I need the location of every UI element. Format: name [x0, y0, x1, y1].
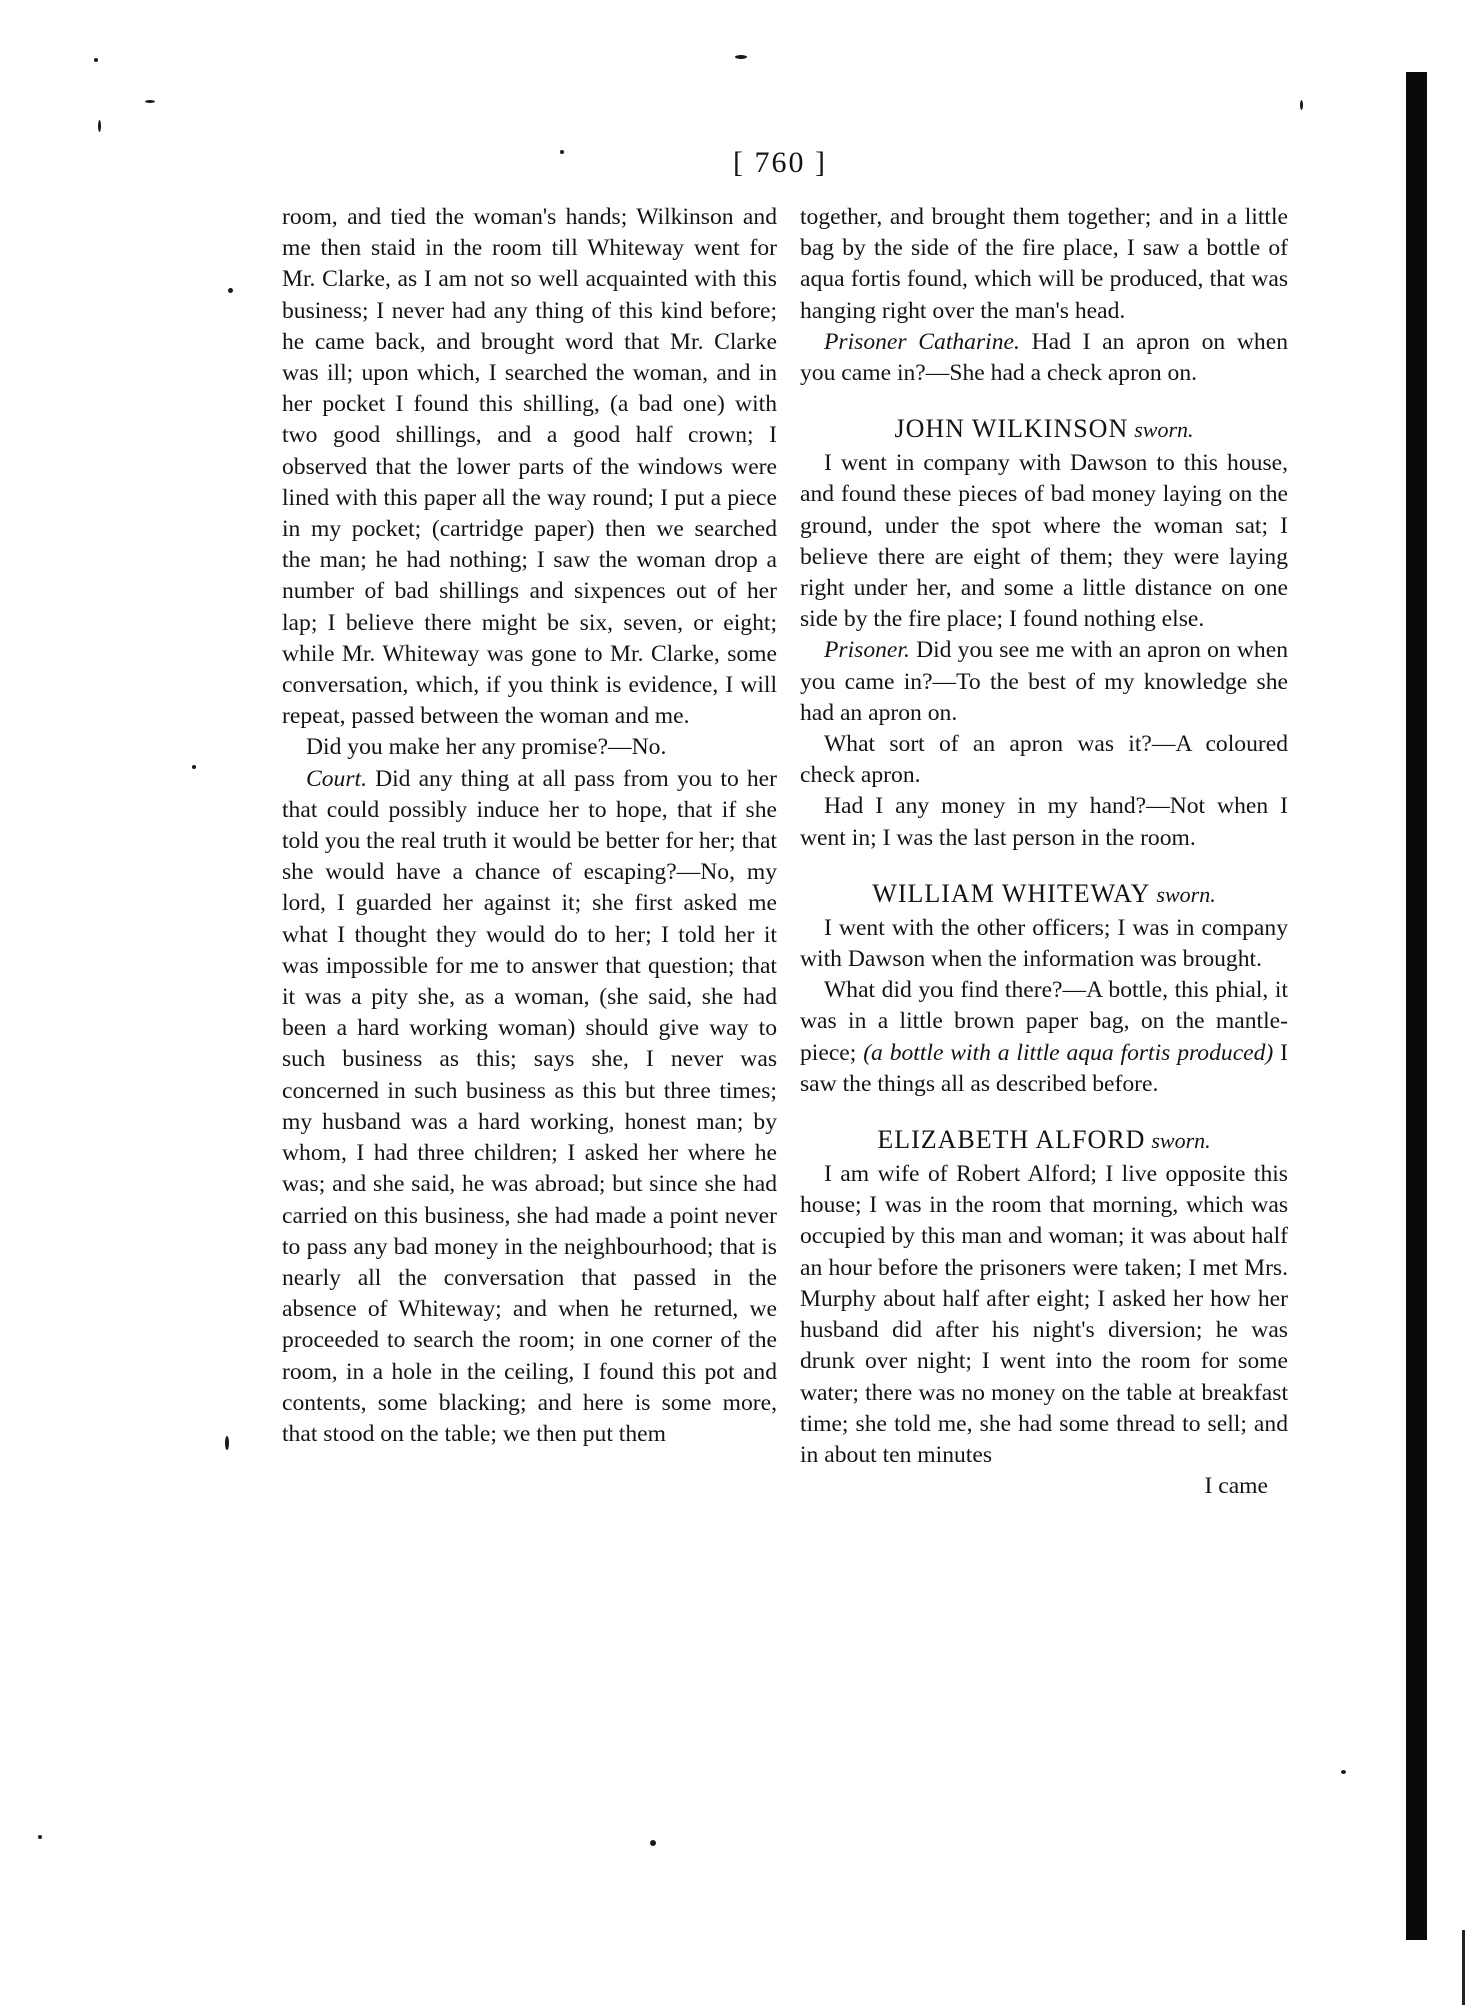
scan-speck [650, 1840, 656, 1846]
scan-speck [1341, 1770, 1346, 1774]
page-number: [ 760 ] [733, 146, 827, 179]
scan-speck [1300, 100, 1303, 110]
apron-question: What sort of an apron was it?—A coloured check apron. [800, 731, 1288, 789]
witness-heading-wilkinson [800, 413, 1288, 446]
sworn-label: sworn. [1156, 881, 1216, 907]
prisoner-catharine-question [800, 327, 1288, 389]
witness-name: ELIZABETH ALFORD [877, 1125, 1146, 1155]
left-column [282, 202, 777, 1450]
prisoner-question [800, 635, 1288, 729]
scan-speck [145, 100, 155, 103]
whiteway-testimony: I went with the other officers; I was in company with Dawson when the information was brought. [800, 914, 1288, 973]
witness-name: WILLIAM WHITEWAY [872, 878, 1151, 908]
scan-speck [560, 150, 564, 154]
alford-testimony: I am wife of Robert Alford; I live opposite this house; I was in the room that morning, which was occupied by this man and woman; it was about half an hour before the prisoners were taken; I met Mrs. Murphy about half after eight; I asked her how her husband did after his night's diversion; he was drunk over night; I went into the room for some water; there was no money on the table at breakfast time; she told me, she had some thread to sell; and in about ten minutes [800, 1161, 1288, 1468]
witness-heading-whiteway [800, 878, 1288, 911]
wilkinson-testimony: I went in company with Dawson to this house, and found these pieces of bad money laying on the ground, under the spot where the woman sat; I believe there are eight of them; they were laying right under her, and some a little distance on one side by the fire place; I found nothing else. [800, 450, 1288, 633]
speaker-label: Prisoner Catharine. [824, 328, 1020, 355]
scan-edge-shadow [1406, 72, 1427, 1940]
right-paragraph: together, and brought them together; and in a little bag by the side of the fire place, I saw a bottle of aqua fortis found, which will be produced, that was hanging right over the man's head. [800, 204, 1288, 324]
scan-speck [38, 1835, 42, 1839]
scan-speck [98, 120, 101, 132]
find-text-a: What did you find there?—A bottle, this phial, it was in a little brown paper bag, on the mantle-piece; [800, 977, 1288, 1066]
scan-speck [735, 55, 747, 59]
right-column [800, 202, 1288, 1502]
speaker-label: Prisoner. [824, 637, 910, 664]
whiteway-find [800, 975, 1288, 1100]
question-promise: Did you make her any promise?—No. [306, 734, 667, 761]
speaker-label: Court. [306, 765, 367, 792]
question-text: Did you see me with an apron on when you came in?—To the best of my knowledge she had an apron on. [800, 637, 1288, 726]
catchword: I came [1204, 1473, 1268, 1500]
scan-speck [225, 1436, 229, 1450]
money-question: Had I any money in my hand?—Not when I went in; I was the last person in the room. [800, 793, 1288, 851]
court-question-text: Did any thing at all pass from you to her that could possibly induce her to hope, that if she told you the real truth it would be better for her; that she would have a chance of escaping?—No, my lord, I guarded her against it; she first asked me what I thought they would do to her; I told her it was impossible for me to answer that question; that it was a pity she, as a woman, (she said, she had been a hard working woman) should give way to such business as this; says she, I never was concerned in such business as this but three times; my husband was a hard working, honest man; by whom, I had three children; I asked her where he was; and she said, he was abroad; but since she had carried on this business, she had made a point never to pass any bad money in the neighbourhood; that is nearly all the conversation that passed in the absence of Whiteway; and when he returned, we proceeded to search the room; in one corner of the room, in a hole in the ceiling, I found this pot and contents, some blacking; and here is some more, that stood on the table; we then put them [282, 765, 777, 1447]
sworn-label: sworn. [1134, 417, 1194, 443]
scan-speck [94, 58, 98, 62]
scan-edge-line [1462, 1930, 1465, 2005]
witness-heading-alford [800, 1124, 1288, 1157]
scan-speck [228, 288, 233, 293]
question-text: Had I an apron on when you came in?—She had a check apron on. [800, 328, 1288, 387]
find-text-b: I saw the things all as described before. [800, 1039, 1289, 1097]
exhibit-note: (a bottle with a little aqua fortis produced) [863, 1039, 1274, 1066]
sworn-label: sworn. [1151, 1128, 1211, 1154]
scan-speck [192, 765, 196, 769]
witness-name: JOHN WILKINSON [894, 414, 1129, 444]
left-paragraph: room, and tied the woman's hands; Wilkinson and me then staid in the room till Whiteway went for Mr. Clarke, as I am not so well acquainted with this business; I never had any thing of this kind before; he came back, and brought word that Mr. Clarke was ill; upon which, I searched the woman, and in her pocket I found this shilling, (a bad one) with two good shillings, and a good half crown; I observed that the lower parts of the windows were lined with this paper all the way round; I put a piece in my pocket; (cartridge paper) then we searched the man; he had nothing; I saw the woman drop a number of bad shillings and sixpences out of her lap; I believe there might be six, seven, or eight; while Mr. Whiteway was gone to Mr. Clarke, some conversation, which, if you think is evidence, I will repeat, passed between the woman and me. [282, 204, 777, 730]
court-question [282, 764, 777, 1450]
